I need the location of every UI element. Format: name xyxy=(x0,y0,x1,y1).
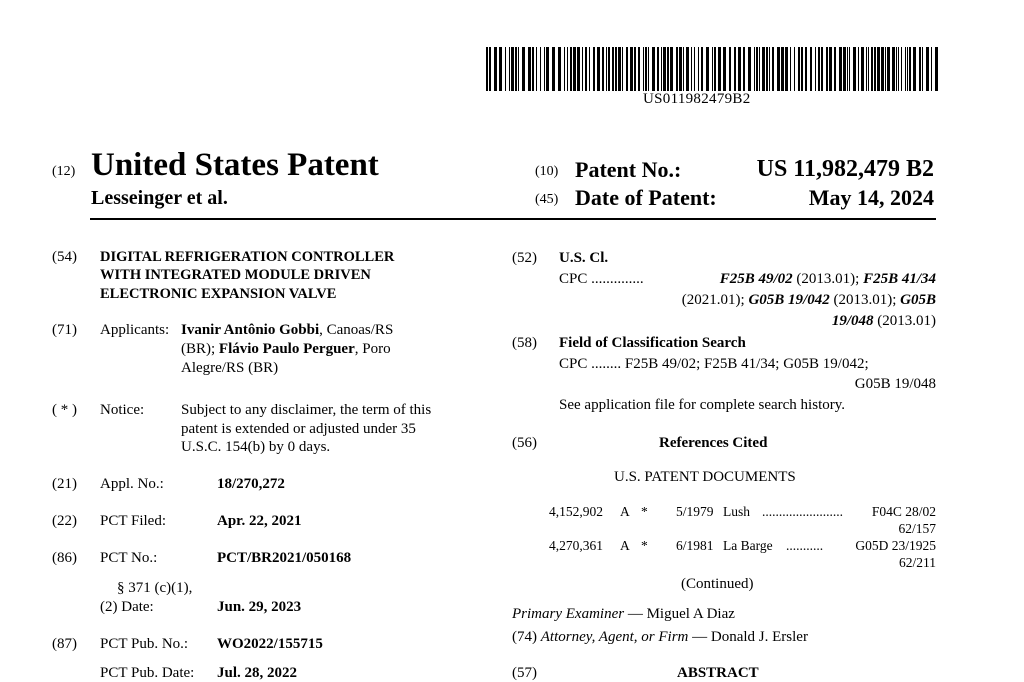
code-21: (21) xyxy=(52,476,77,492)
barcode-bar xyxy=(612,47,614,91)
barcode-bar xyxy=(769,47,770,91)
us-cl-label: U.S. Cl. xyxy=(559,250,609,266)
applicants-label: Applicants: xyxy=(100,322,170,338)
pub-no-value: WO2022/155715 xyxy=(217,636,323,652)
barcode-bar xyxy=(898,47,899,91)
barcode-bar xyxy=(919,47,921,91)
barcode-bar xyxy=(877,47,880,91)
barcode-bar xyxy=(861,47,864,91)
barcode-bar xyxy=(582,47,583,91)
code-52: (52) xyxy=(512,250,537,266)
appl-no-label: Appl. No.: xyxy=(100,476,164,492)
barcode-bar xyxy=(892,47,895,91)
barcode xyxy=(486,47,940,91)
section-371-line2: (2) Date: xyxy=(100,599,154,615)
ref-star: * xyxy=(641,504,648,519)
barcode-bar xyxy=(570,47,572,91)
barcode-bar xyxy=(564,47,565,91)
code-57: (57) xyxy=(512,665,537,681)
barcode-bar xyxy=(798,47,800,91)
barcode-bar xyxy=(885,47,886,91)
barcode-bar xyxy=(818,47,820,91)
barcode-bar xyxy=(630,47,633,91)
barcode-bar xyxy=(518,47,519,91)
ref-date: 6/1981 xyxy=(676,538,714,553)
barcode-bar xyxy=(536,47,537,91)
barcode-bar xyxy=(772,47,774,91)
barcode-bar xyxy=(926,47,929,91)
date-label: Date of Patent: xyxy=(575,185,717,210)
applicant-line3: Alegre/RS (BR) xyxy=(181,360,279,376)
continued-label: (Continued) xyxy=(681,576,754,592)
barcode-bar xyxy=(907,47,908,91)
barcode-bar xyxy=(871,47,873,91)
barcode-bar xyxy=(762,47,765,91)
barcode-bar xyxy=(615,47,617,91)
code-71: (71) xyxy=(52,322,77,338)
barcode-bar xyxy=(913,47,916,91)
barcode-bar xyxy=(585,47,587,91)
barcode-bar xyxy=(843,47,846,91)
invention-title-line1: DIGITAL REFRIGERATION CONTROLLER xyxy=(100,249,395,265)
barcode-bar xyxy=(901,47,902,91)
ref-kind: A xyxy=(620,538,630,553)
barcode-bar xyxy=(748,47,751,91)
barcode-bar xyxy=(643,47,644,91)
barcode-bar xyxy=(652,47,655,91)
notice-label: Notice: xyxy=(100,402,145,418)
pct-no-value: PCT/BR2021/050168 xyxy=(217,550,352,566)
barcode-bar xyxy=(511,47,514,91)
patent-number: US 11,982,479 B2 xyxy=(756,156,934,182)
ref-number: 4,152,902 xyxy=(549,504,603,519)
barcode-bar xyxy=(694,47,695,91)
invention-title-line3: ELECTRONIC EXPANSION VALVE xyxy=(100,286,337,302)
barcode-bar xyxy=(567,47,568,91)
barcode-bar xyxy=(931,47,932,91)
barcode-bar xyxy=(532,47,534,91)
barcode-bar xyxy=(618,47,621,91)
barcode-bar xyxy=(528,47,531,91)
barcode-bar xyxy=(781,47,784,91)
barcode-bar xyxy=(661,47,662,91)
barcode-bar xyxy=(909,47,911,91)
barcode-bar xyxy=(754,47,755,91)
barcode-bar xyxy=(756,47,758,91)
ref-dots: ........... xyxy=(786,538,824,553)
barcode-bar xyxy=(815,47,816,91)
barcode-bar xyxy=(785,47,788,91)
barcode-bar xyxy=(829,47,832,91)
barcode-bar xyxy=(558,47,561,91)
barcode-bar xyxy=(866,47,867,91)
us-patent-docs-label: U.S. PATENT DOCUMENTS xyxy=(614,469,796,485)
inventor-line: Lesseinger et al. xyxy=(91,187,228,209)
ref-kind: A xyxy=(620,504,630,519)
code-45: (45) xyxy=(535,192,559,207)
barcode-bar xyxy=(670,47,673,91)
barcode-bar xyxy=(667,47,669,91)
pub-date-value: Jul. 28, 2022 xyxy=(217,665,298,681)
applicant-line2: (BR); Flávio Paulo Perguer, Poro xyxy=(181,341,391,357)
patent-title: United States Patent xyxy=(91,147,379,183)
barcode-bar xyxy=(743,47,745,91)
barcode-bar xyxy=(805,47,807,91)
code-12: (12) xyxy=(52,164,76,179)
barcode-bar xyxy=(622,47,623,91)
code-87: (87) xyxy=(52,636,77,652)
barcode-bar xyxy=(834,47,836,91)
pct-filed-label: PCT Filed: xyxy=(100,513,166,529)
barcode-bar xyxy=(706,47,709,91)
barcode-bar xyxy=(777,47,780,91)
barcode-bar xyxy=(766,47,768,91)
barcode-bar xyxy=(486,47,488,91)
barcode-bar xyxy=(577,47,580,91)
barcode-bar xyxy=(896,47,897,91)
barcode-bar xyxy=(712,47,713,91)
primary-examiner: Primary Examiner — Miguel A Diaz xyxy=(512,606,735,622)
cpc-prefix: CPC .............. xyxy=(559,271,644,287)
barcode-bar xyxy=(544,47,545,91)
barcode-bar xyxy=(634,47,636,91)
barcode-bar xyxy=(602,47,604,91)
header-divider xyxy=(90,218,936,220)
barcode-bar xyxy=(922,47,923,91)
invention-title-line2: WITH INTEGRATED MODULE DRIVEN xyxy=(100,267,371,283)
barcode-bar xyxy=(638,47,640,91)
barcode-bar xyxy=(849,47,850,91)
barcode-bar xyxy=(881,47,884,91)
ref-class-us: 62/211 xyxy=(899,555,936,570)
barcode-bar xyxy=(734,47,736,91)
barcode-bar xyxy=(589,47,590,91)
field-search-line3: See application file for complete search history. xyxy=(559,397,846,413)
barcode-bar xyxy=(905,47,906,91)
barcode-bar xyxy=(935,47,938,91)
code-22: (22) xyxy=(52,513,77,529)
section-371-line1: § 371 (c)(1), xyxy=(117,580,193,596)
barcode-bar xyxy=(540,47,541,91)
barcode-bar xyxy=(790,47,791,91)
code-56: (56) xyxy=(512,435,537,451)
abstract-label: ABSTRACT xyxy=(677,665,759,681)
barcode-bar xyxy=(821,47,823,91)
barcode-bar xyxy=(546,47,549,91)
barcode-bar xyxy=(738,47,741,91)
code-notice: ( * ) xyxy=(52,402,77,418)
barcode-bar xyxy=(597,47,600,91)
barcode-bar xyxy=(645,47,647,91)
notice-line1: Subject to any disclaimer, the term of this xyxy=(181,402,432,418)
pct-filed-value: Apr. 22, 2021 xyxy=(217,513,302,529)
barcode-bar xyxy=(606,47,607,91)
code-86: (86) xyxy=(52,550,77,566)
barcode-bar xyxy=(686,47,689,91)
ref-class: G05D 23/1925 xyxy=(855,538,936,553)
ref-date: 5/1979 xyxy=(676,504,714,519)
references-label: References Cited xyxy=(659,435,768,451)
barcode-bar xyxy=(676,47,678,91)
barcode-bar xyxy=(826,47,828,91)
code-54: (54) xyxy=(52,249,77,265)
ref-name: La Barge xyxy=(723,538,773,553)
attorney-line: (74) Attorney, Agent, or Firm — Donald J. Ersler xyxy=(512,629,808,645)
ref-name: Lush xyxy=(723,504,750,519)
barcode-bar xyxy=(839,47,842,91)
ref-star: * xyxy=(641,538,648,553)
section-371-value: Jun. 29, 2023 xyxy=(217,599,302,615)
barcode-bar xyxy=(499,47,502,91)
patent-date: May 14, 2024 xyxy=(808,185,934,210)
barcode-bar xyxy=(489,47,491,91)
barcode-bar xyxy=(887,47,890,91)
barcode-bar xyxy=(494,47,497,91)
barcode-bar xyxy=(874,47,876,91)
pub-no-label: PCT Pub. No.: xyxy=(100,636,189,652)
cpc-line1: F25B 49/02 (2013.01); F25B 41/34 xyxy=(719,271,936,287)
barcode-bar xyxy=(505,47,506,91)
field-search-line1: CPC ........ F25B 49/02; F25B 41/34; G05B 19/042; xyxy=(559,356,869,372)
barcode-bar xyxy=(509,47,510,91)
barcode-bar xyxy=(868,47,869,91)
barcode-bar xyxy=(853,47,856,91)
barcode-bar xyxy=(683,47,684,91)
barcode-number: US011982479B2 xyxy=(643,91,751,107)
barcode-bar xyxy=(593,47,595,91)
pct-no-label: PCT No.: xyxy=(100,550,158,566)
ref-class: F04C 28/02 xyxy=(871,504,936,519)
appl-no-value: 18/270,272 xyxy=(217,476,285,492)
barcode-bar xyxy=(515,47,517,91)
barcode-bar xyxy=(810,47,812,91)
barcode-bar xyxy=(701,47,703,91)
barcode-bar xyxy=(552,47,555,91)
barcode-bar xyxy=(718,47,721,91)
barcode-bar xyxy=(858,47,859,91)
notice-line2: patent is extended or adjusted under 35 xyxy=(181,421,416,437)
barcode-bar xyxy=(648,47,649,91)
cpc-line2: (2021.01); G05B 19/042 (2013.01); G05B xyxy=(681,292,936,308)
cpc-line3: 19/048 (2013.01) xyxy=(831,313,936,329)
barcode-bar xyxy=(522,47,525,91)
ref-dots: ........................ xyxy=(762,504,843,519)
barcode-bar xyxy=(626,47,628,91)
applicant-line1: Ivanir Antônio Gobbi, Canoas/RS xyxy=(181,322,394,338)
code-58: (58) xyxy=(512,335,537,351)
patent-no-label: Patent No.: xyxy=(575,157,682,182)
barcode-bar xyxy=(794,47,795,91)
barcode-bar xyxy=(679,47,682,91)
field-search-label: Field of Classification Search xyxy=(559,335,746,351)
barcode-bar xyxy=(847,47,848,91)
barcode-bar xyxy=(657,47,659,91)
code-10: (10) xyxy=(535,164,559,179)
notice-line3: U.S.C. 154(b) by 0 days. xyxy=(181,439,331,455)
barcode-bar xyxy=(759,47,760,91)
pub-date-label: PCT Pub. Date: xyxy=(100,665,195,681)
barcode-bar xyxy=(691,47,692,91)
barcode-bar xyxy=(698,47,699,91)
barcode-bar xyxy=(663,47,666,91)
barcode-bar xyxy=(714,47,716,91)
barcode-bar xyxy=(723,47,726,91)
ref-class-us: 62/157 xyxy=(898,521,936,536)
ref-number: 4,270,361 xyxy=(549,538,603,553)
barcode-bar xyxy=(729,47,731,91)
barcode-bar xyxy=(801,47,803,91)
field-search-line2: G05B 19/048 xyxy=(854,376,936,392)
barcode-bar xyxy=(608,47,610,91)
barcode-bar xyxy=(573,47,576,91)
